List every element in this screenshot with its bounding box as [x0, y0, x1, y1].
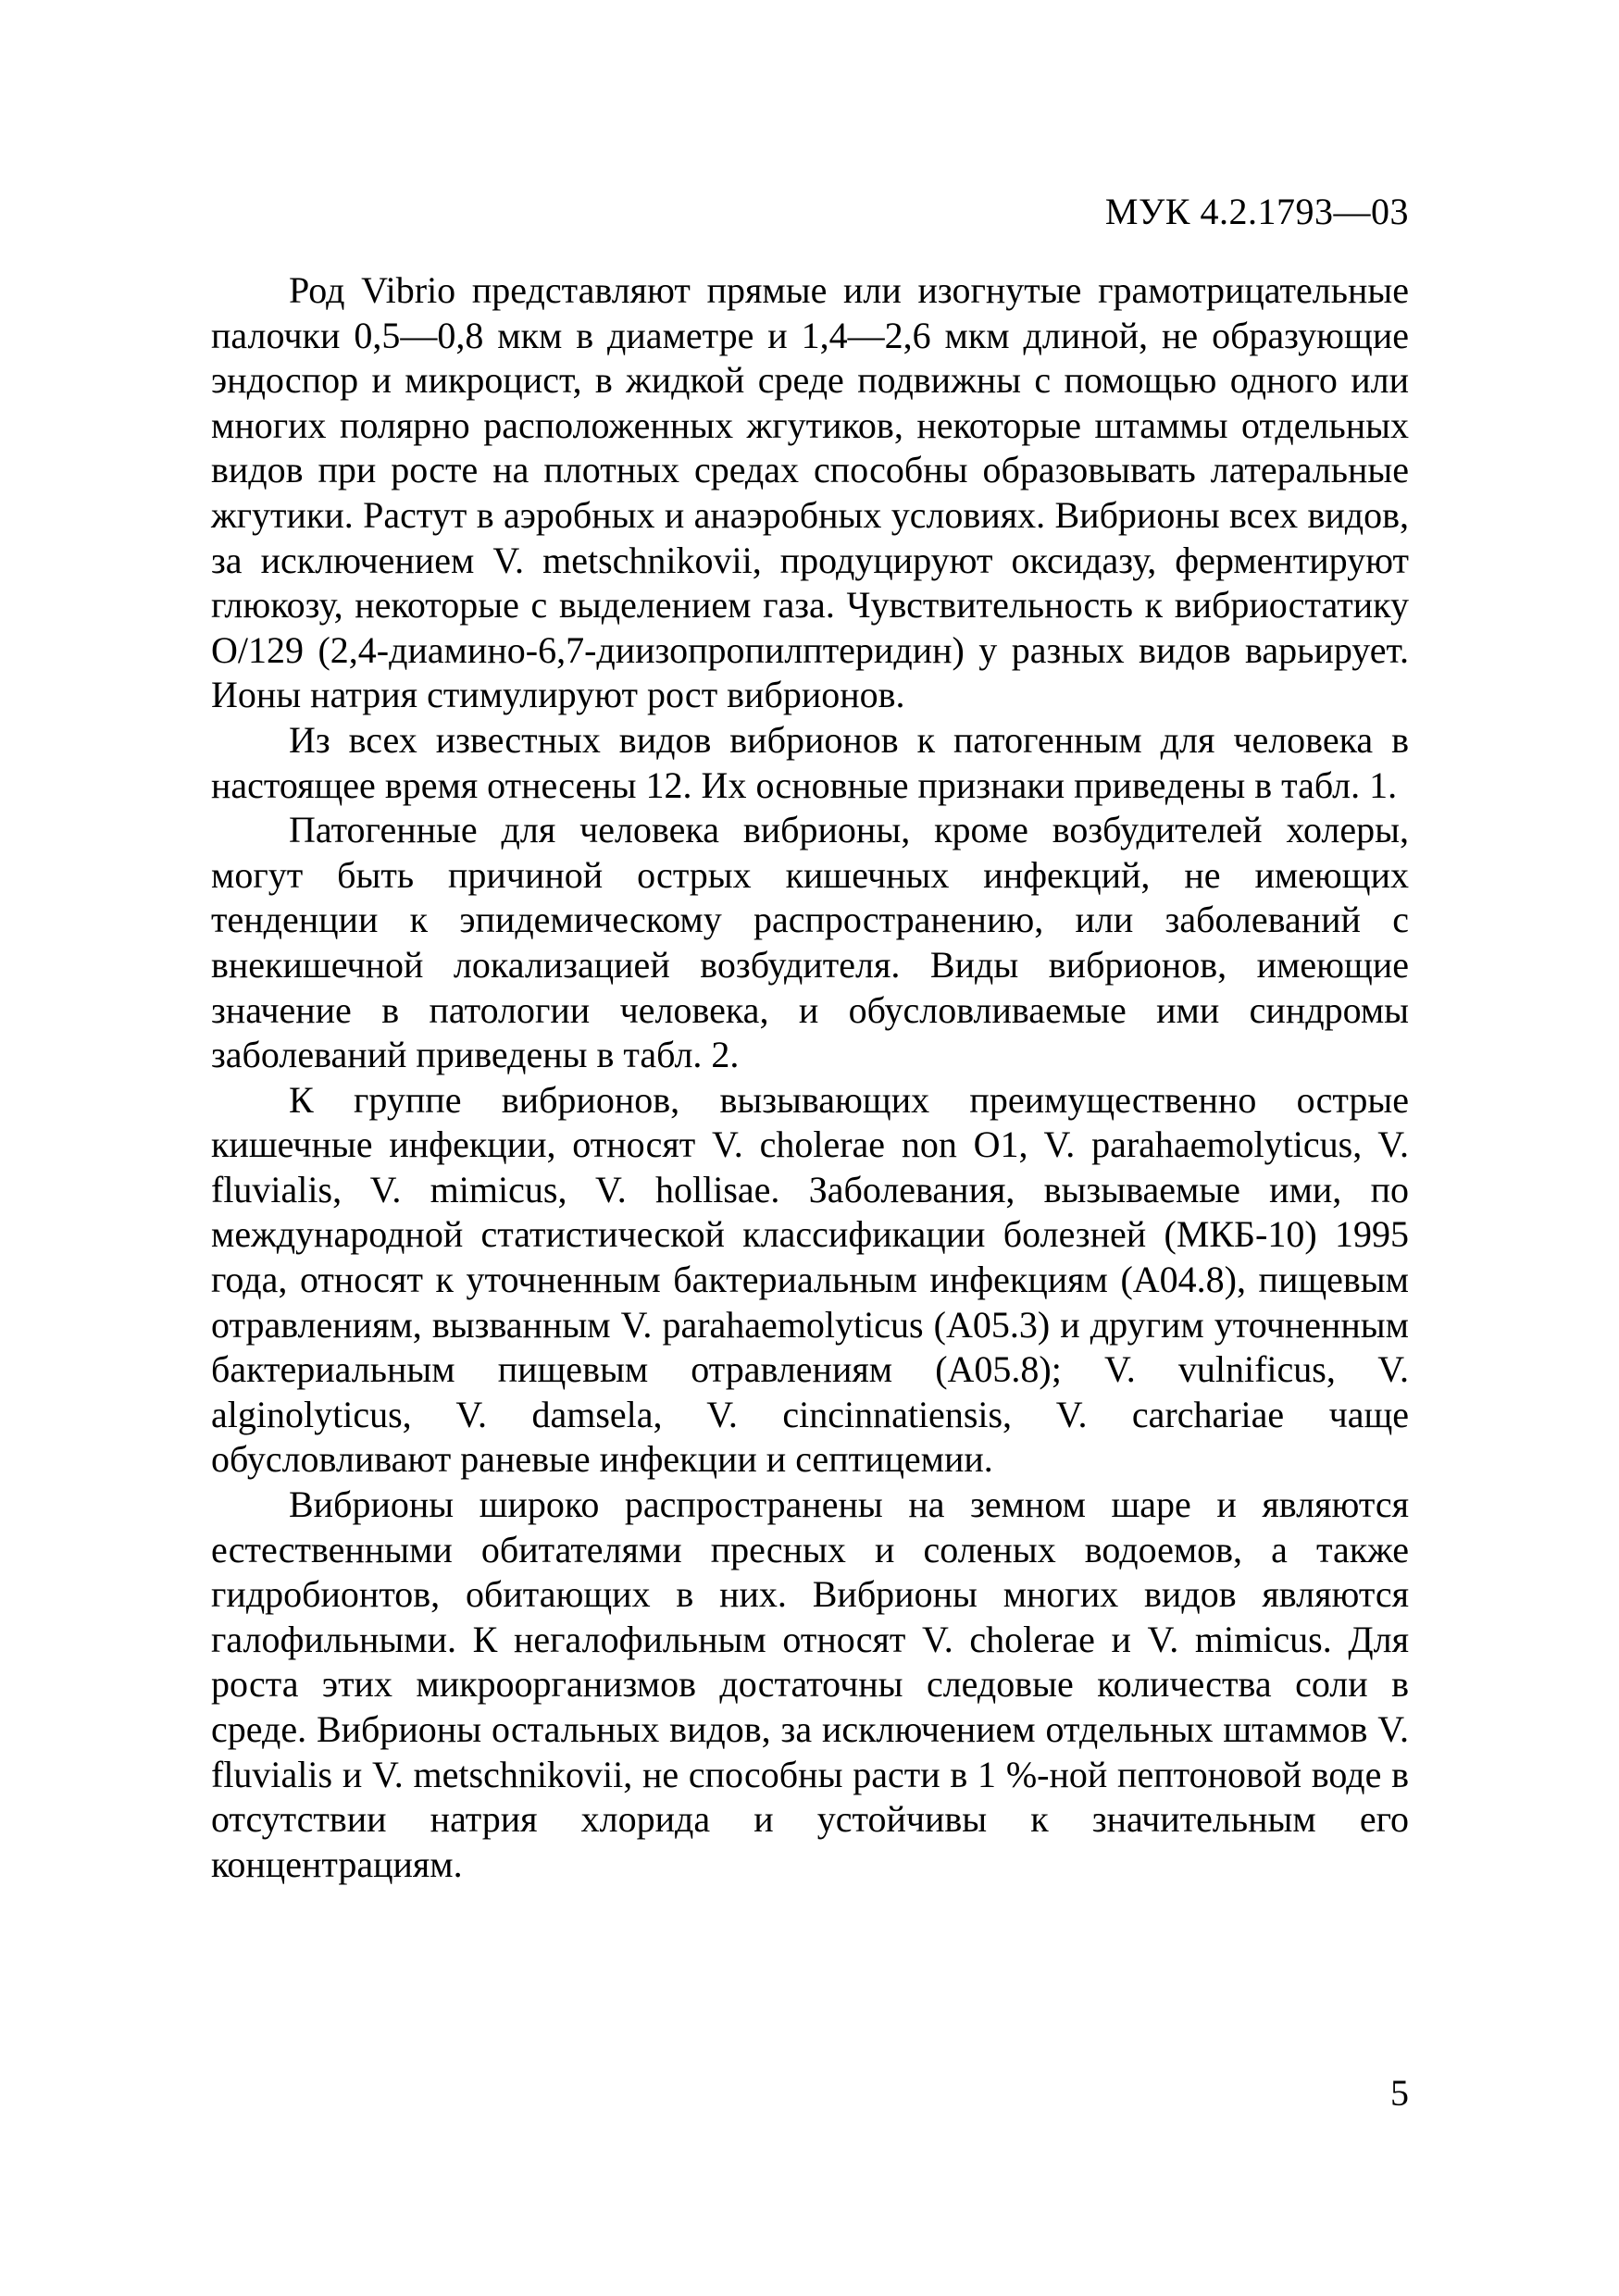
- paragraph-vibrio-genus-description: Род Vibrio представляют прямые или изогнутые грамотрицательные палочки 0,5—0,8 мкм в диаметре и 1,4—2,6 мкм длиной, не образующие эндоспор и микроцист, в жидкой среде подвижны с помощью одного или многих полярно расположенных жгутиков, некоторые штаммы отдельных видов при росте на плотных средах способны образовывать латеральные жгутики. Растут в аэробных и анаэробных условиях. Вибрионы всех видов, за исключением V. metschnikovii, продуцируют оксидазу, ферментируют глюкозу, некоторые с выделением газа. Чувствительность к вибриостатику О/129 (2,4-диамино-6,7-диизопропилптеридин) у разных видов варьирует. Ионы натрия стимулируют рост вибрионов.: [211, 269, 1409, 716]
- page-number: 5: [1390, 2072, 1409, 2114]
- body-text: [211, 268, 1409, 1887]
- paragraph-pathogenic-species-count: Из всех известных видов вибрионов к патогенным для человека в настоящее время отнесены 12. Их основные признаки приведены в табл. 1.: [211, 718, 1409, 806]
- document-code-header: МУК 4.2.1793—03: [1104, 191, 1409, 232]
- paragraph-vibrio-distribution: Вибрионы широко распространены на земном шаре и являются естественными обитателями пресных и соленых водоемов, а также гидробионтов, обитающих в них. Вибрионы многих видов являются галофильными. К негалофильным относят V. cholerae и V. mimicus. Для роста этих микроорганизмов достаточны следовые количества соли в среде. Вибрионы остальных видов, за исключением отдельных штаммов V. fluvialis и V. metschnikovii, не способны расти в 1 %-ной пептоновой воде в отсутствии натрия хлорида и устойчивы к значительным его концентрациям.: [211, 1483, 1409, 1885]
- paragraph-intestinal-infection-group: К группе вибрионов, вызывающих преимущественно острые кишечные инфекции, относят V. cholerae non O1, V. parahaemolyticus, V. fluvialis, V. mimicus, V. hollisae. Заболевания, вызываемые ими, по международной статистической классификации болезней (МКБ-10) 1995 года, относят к уточненным бактериальным инфекциям (А04.8), пищевым отравлениям, вызванным V. parahaemolyticus (А05.3) и другим уточненным бактериальным пищевым отравлениям (А05.8); V. vulnificus, V. alginolyticus, V. damsela, V. cincinnatiensis, V. carchariae чаще обусловливают раневые инфекции и септицемии.: [211, 1078, 1409, 1481]
- paragraph-pathogenic-vibrios-diseases: Патогенные для человека вибрионы, кроме возбудителей холеры, могут быть причиной острых кишечных инфекций, не имеющих тенденции к эпидемическому распространению, или заболеваний с внекишечной локализацией возбудителя. Виды вибрионов, имеющие значение в патологии человека, и обусловливаемые ими синдромы заболеваний приведены в табл. 2.: [211, 809, 1409, 1076]
